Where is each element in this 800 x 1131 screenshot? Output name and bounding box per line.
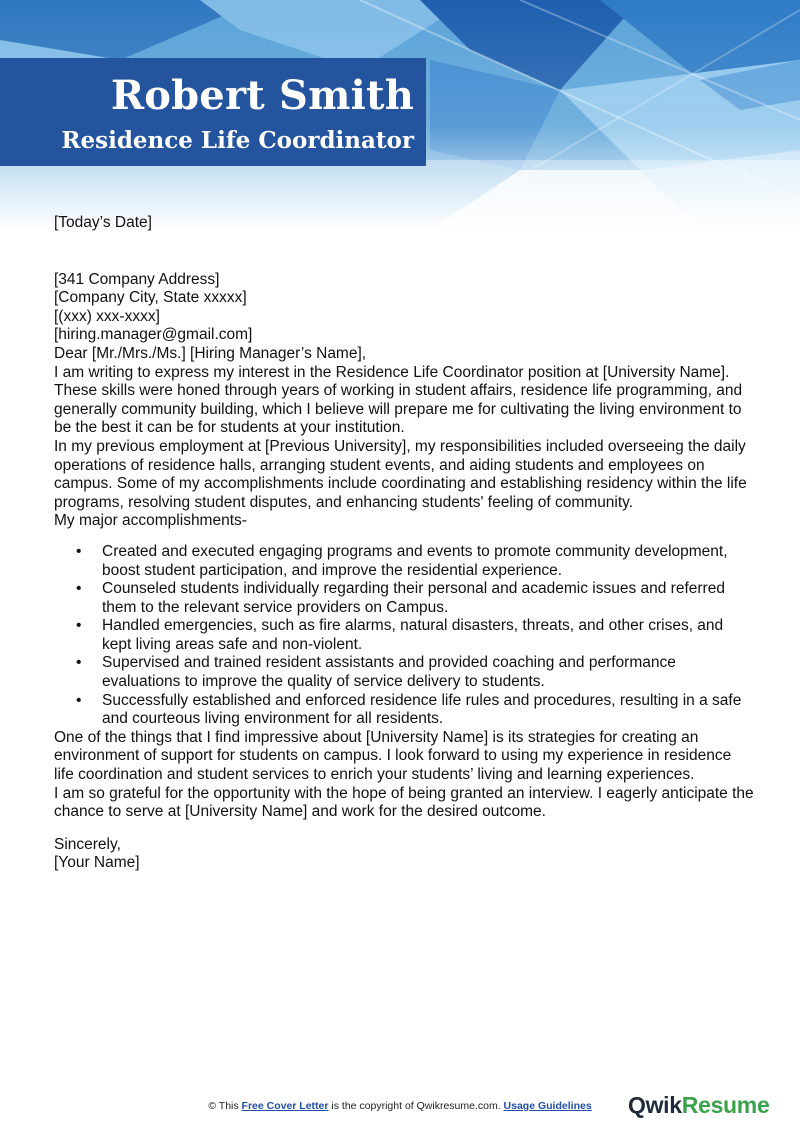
address-line: [hiring.manager@gmail.com] (54, 326, 253, 344)
qwikresume-logo (628, 1092, 769, 1119)
list-item (76, 654, 754, 691)
free-cover-letter-link[interactable]: Free Cover Letter (241, 1100, 329, 1112)
paragraph-interest: One of the things that I find impressive about [University Name] is its strategies for creating an environment of support for students on campus. I look forward to using my experience in residence life coordination and student services to enrich your students’ living and learning experiences. (54, 728, 732, 784)
list-item-text: Created and executed engaging programs and events to promote community development, boost student participation, and improve the residential experience. (102, 542, 728, 579)
list-item-text: Supervised and trained resident assistants and provided coaching and performance evaluations to improve the quality of service delivery to students. (102, 654, 676, 691)
paragraph-closing: I am so grateful for the opportunity with the hope of being granted an interview. I eagerly anticipate the chance to serve at [University Name] and work for the desired outcome. (54, 784, 754, 821)
bullet-icon: • (76, 654, 82, 672)
list-item (76, 691, 754, 729)
accomplishments-heading: My major accomplishments- (54, 512, 247, 530)
accomplishments-list (54, 543, 754, 729)
bullet-icon: • (76, 691, 82, 709)
list-item-text: Successfully established and enforced residence life rules and procedures, resulting in a safe and courteous living environment for all residents. (102, 691, 742, 728)
list-item (76, 617, 754, 654)
list-item (76, 542, 754, 580)
list-item-text: Counseled students individually regarding their personal and academic issues and referred them to the relevant service providers on Campus. (102, 580, 725, 616)
bullet-icon: • (76, 617, 82, 635)
bullet-icon: • (76, 580, 82, 598)
footer-middle: is the copyright of Qwikresume.com. (328, 1100, 504, 1112)
paragraph-experience: In my previous employment at [Previous University], my responsibilities included overseeing the daily operations of residence halls, arranging student events, and aiding students and employees on campus. Some of my accomplishments include coordinating and establishing residency within the life programs, resolving student disputes, and enhancing students' feeling of community. (54, 437, 747, 511)
recipient-address (54, 271, 754, 345)
closing-phrase: Sincerely, (54, 835, 121, 853)
signature-name: [Your Name] (54, 854, 140, 872)
logo-part-resume: Resume (681, 1092, 770, 1118)
applicant-name: Robert Smith (110, 72, 414, 119)
list-item-text: Handled emergencies, such as fire alarms, natural disasters, threats, and other crises, and kept living areas safe and non-violent. (102, 617, 724, 653)
address-line: [(xxx) xxx-xxxx] (54, 307, 160, 325)
address-line: [Company City, State xxxxx] (54, 289, 247, 307)
signoff-block (54, 836, 754, 873)
letter-date: [Today’s Date] (54, 214, 152, 231)
usage-guidelines-link[interactable]: Usage Guidelines (503, 1100, 592, 1112)
letter-body (54, 214, 754, 873)
list-item (76, 580, 754, 617)
salutation: Dear [Mr./Mrs./Ms.] [Hiring Manager’s Name], (54, 344, 367, 362)
name-banner (0, 58, 426, 166)
applicant-title: Residence Life Coordinator (61, 127, 414, 154)
paragraph-intro: I am writing to express my interest in the Residence Life Coordinator position at [University Name]. These skills were honed through years of working in student affairs, residence life programming, and generally community building, which I believe will prepare me for cultivating the living environment to be the best it can be for students at your institution. (54, 363, 743, 437)
bullet-icon: • (76, 542, 82, 560)
address-line: [341 Company Address] (54, 270, 220, 288)
footer-prefix: © This (208, 1100, 242, 1112)
logo-part-qwik: Qwik (628, 1092, 682, 1118)
